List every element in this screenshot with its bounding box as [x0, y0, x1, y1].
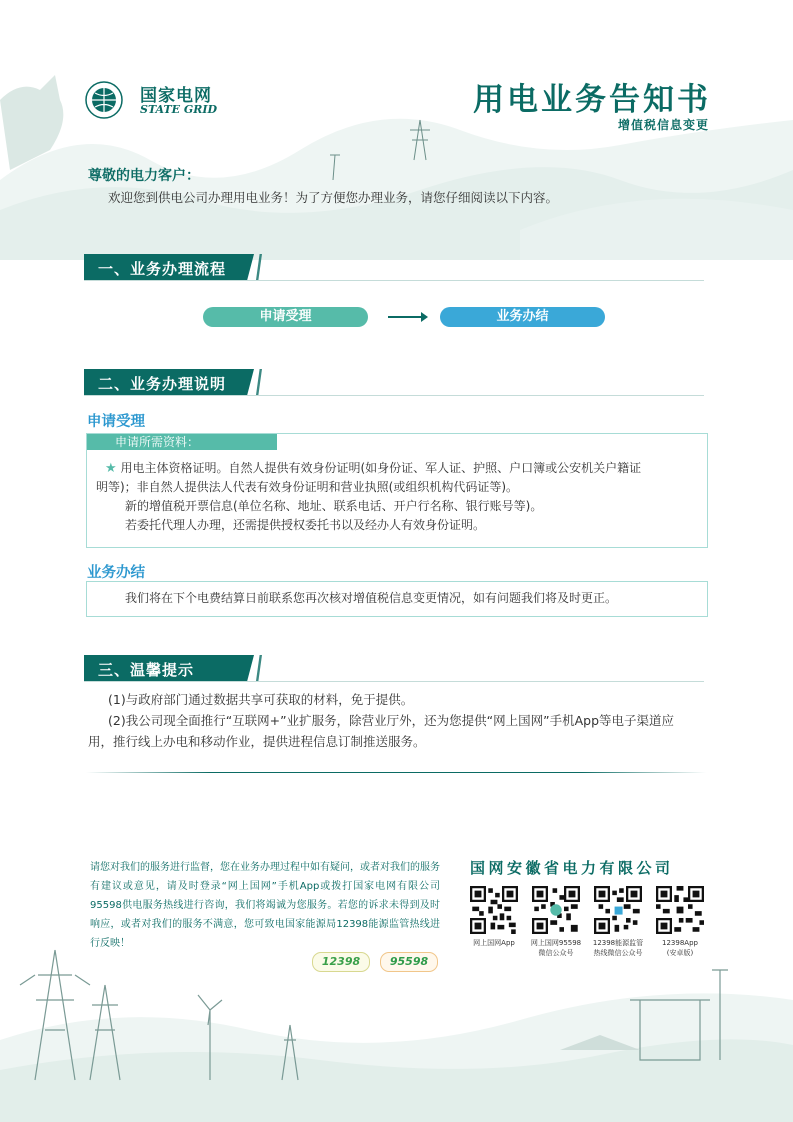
materials-tab: 申请所需资料： [87, 434, 277, 450]
footer-notice: 请您对我们的服务进行监督，您在业务办理过程中如有疑问，或者对我们的服务有建议或意见，请及时登录“网上国网”手机App或拨打国家电网有限公司95598供电服务热线进行咨询，我们将竭诚为您服务。若您的诉求未得到及时响应，或者对我们的服务不满意，您可致电国家能源局12398能源监管热线进行反映！ [90, 862, 440, 949]
material-item: 若委托代理人办理，还需提供授权委托书以及经办人有效身份证明。 [125, 518, 486, 532]
flow-step-finish: 业务办结 [440, 307, 605, 327]
flow-step-apply: 申请受理 [203, 307, 368, 327]
materials-box [86, 433, 708, 548]
section-header-tips [84, 655, 260, 681]
finish-box [86, 581, 708, 617]
section-title: 三、温馨提示 [98, 661, 195, 679]
subheading-apply: 申请受理 [87, 414, 145, 430]
greeting: 尊敬的电力客户： [88, 168, 200, 184]
qr-caption: 12398App (安卓版) [662, 939, 698, 957]
qr-code-icon[interactable] [656, 886, 704, 934]
logo-chinese-name: 国家电网 [140, 86, 212, 106]
page-title: 用电业务告知书 [473, 82, 711, 118]
qr-caption: 网上国网App [473, 939, 515, 947]
hotline-12398-logo: 12398 [312, 952, 370, 972]
tips-block [88, 689, 708, 752]
star-icon: ★ [105, 461, 117, 476]
page-subtitle: 增值税信息变更 [617, 118, 709, 132]
material-item: 新的增值税开票信息(单位名称、地址、联系电话、开户行名称、银行账号等)。 [125, 499, 543, 513]
section-header-process [84, 254, 260, 280]
intro-text: 欢迎您到供电公司办理用电业务！为了方便您办理业务，请您仔细阅读以下内容。 [108, 190, 559, 205]
material-item: ★ 用电主体资格证明。自然人提供有效身份证明(如身份证、军人证、护照、户口簿或公安机关户籍证 [105, 461, 642, 476]
qr-code-icon[interactable] [532, 886, 580, 934]
section-header-instructions [84, 369, 260, 395]
section-title: 一、业务办理流程 [98, 260, 227, 278]
hotline-95598-logo: 95598 [380, 952, 438, 972]
state-grid-logo-icon [84, 80, 124, 120]
logo-english-name: STATE GRID [140, 103, 218, 116]
flow-arrow-icon [388, 316, 426, 318]
qr-caption: 12398能源监管 热线微信公众号 [592, 939, 644, 957]
tip-item: (2)我公司现全面推行“互联网+”业扩服务，除营业厅外，还为您提供“网上国网”手机App等电子渠道应 [108, 713, 675, 728]
qr-code-icon[interactable] [470, 886, 518, 934]
section-title: 二、业务办理说明 [98, 375, 227, 393]
subheading-finish: 业务办结 [87, 565, 145, 581]
material-item-cont: 明等)；非自然人提供法人代表有效身份证明和营业执照(或组织机构代码证等)。 [96, 480, 519, 494]
company-name: 国网安徽省电力有限公司 [470, 859, 674, 877]
qr-caption: 网上国网95598 微信公众号 [530, 939, 582, 957]
tip-item-cont: 用，推行线上办电和移动作业，提供进程信息订制推送服务。 [88, 734, 426, 749]
tip-item: (1)与政府部门通过数据共享可获取的材料，免于提供。 [108, 692, 414, 707]
finish-text: 我们将在下个电费结算日前联系您再次核对增值税信息变更情况，如有问题我们将及时更正。 [125, 591, 618, 605]
divider [86, 772, 706, 773]
qr-code-icon[interactable] [594, 886, 642, 934]
